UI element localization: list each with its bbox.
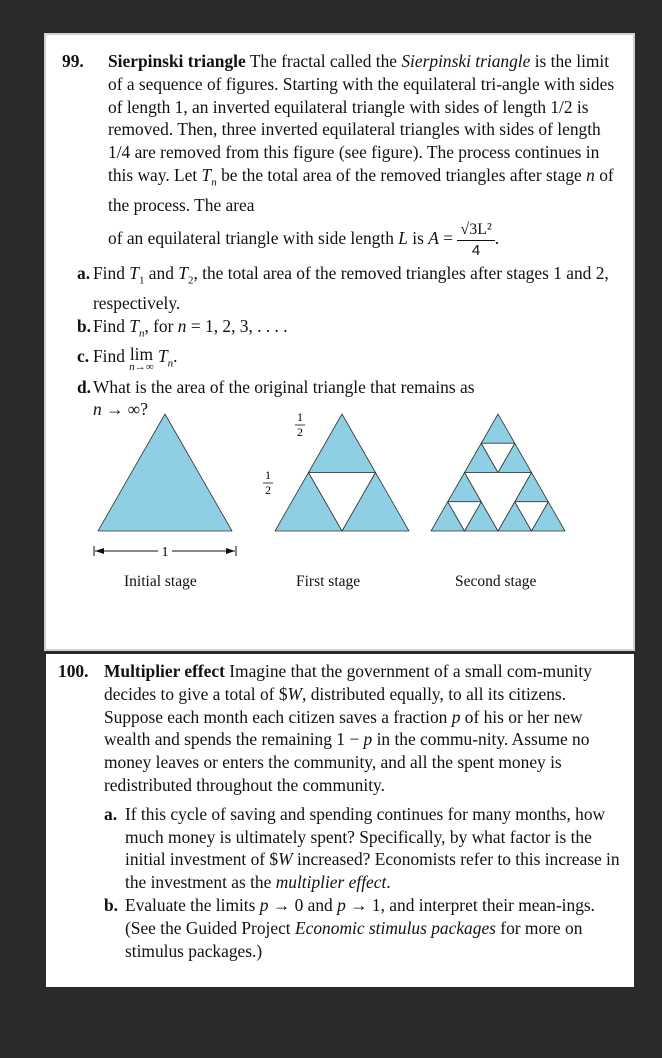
emphasis-term: Economic stimulus packages [295, 917, 496, 938]
part-a [77, 262, 628, 315]
area-formula-line [108, 217, 624, 259]
problem-99-card [44, 33, 635, 651]
part-text: , for [144, 316, 174, 337]
math-var: W [287, 683, 303, 704]
limit-expression [129, 345, 153, 372]
problem-statement [108, 50, 628, 259]
part-text: → 1, and interpret their mean-ings. (See the Guided Project [125, 894, 596, 938]
math-sub: n [167, 357, 174, 370]
part-label: c. [77, 346, 90, 367]
half-label-left [263, 468, 273, 497]
half-label-numerator: 1 [265, 468, 271, 482]
statement-text: Imagine that the government of a small com-munity decides to give a total of $ [104, 661, 592, 704]
part-label: b. [104, 894, 119, 915]
problem-title: Sierpinski triangle [108, 51, 246, 71]
statement-text: of an equilateral triangle with side length [108, 228, 394, 249]
problem-number: 100. [58, 661, 89, 681]
math-var: T [129, 316, 139, 337]
second-stage-triangles [431, 414, 565, 531]
half-label-numerator: 1 [297, 410, 303, 424]
parts-list [62, 262, 628, 421]
math-var: L [398, 228, 408, 249]
part-text: , the total area of the removed triangles after stages 1 and 2, respectively. [93, 263, 609, 314]
part-text: Find [93, 346, 125, 367]
problem-99 [62, 50, 628, 421]
math-var: T [201, 164, 212, 185]
area-fraction [457, 222, 494, 258]
problem-title: Multiplier effect [104, 661, 225, 681]
math-var: p [259, 894, 269, 915]
math-var: T [157, 346, 168, 367]
math-var: p [337, 894, 346, 915]
part-text: = 1, 2, 3, . . . . [190, 316, 288, 337]
fraction-denominator: 4 [471, 242, 481, 260]
problem-100 [58, 660, 626, 962]
half-label-denominator: 2 [265, 483, 271, 497]
math-var: W [278, 849, 293, 870]
initial-stage-triangle [98, 414, 232, 531]
math-var: T [178, 263, 188, 284]
math-var: n [586, 164, 595, 185]
part-b [77, 315, 628, 345]
math-var: A [428, 228, 439, 249]
punctuation: . [494, 228, 500, 249]
statement-text: is [412, 228, 424, 249]
caption-second-stage: Second stage [455, 573, 537, 590]
part-label: a. [77, 263, 91, 284]
shaded-triangle [481, 414, 515, 443]
half-label-denominator: 2 [297, 425, 303, 439]
emphasis-term: multiplier effect [275, 872, 387, 893]
math-sub: 1 [138, 274, 145, 287]
emphasis-term: Sierpinski triangle [401, 51, 531, 71]
sierpinski-figure [46, 405, 637, 605]
part-b [104, 894, 626, 962]
part-text: Find [93, 316, 125, 337]
math-var: p [363, 729, 373, 750]
math-var: T [129, 263, 139, 284]
part-text: increased? Economists refer to this increase in the investment as the [125, 849, 620, 893]
punctuation: . [386, 872, 391, 893]
statement-text: in the commu-nity. Assume no money leaves or enters the community, and all the spent money is redistributed throughout the community. [104, 729, 590, 795]
caption-first-stage: First stage [296, 573, 361, 590]
part-label: a. [104, 803, 118, 824]
statement-text: , distributed equally, to all its citizens. Suppose each month each citizen saves a fraction [104, 683, 567, 727]
side-length-label: 1 [161, 545, 169, 560]
statement-text: of the process. The area [108, 164, 614, 216]
part-text: If this cycle of saving and spending continues for many months, how much money is ultimately spent? Specifically, by what factor is the initial investment of $ [125, 803, 606, 870]
part-text: and [148, 263, 174, 284]
math-var: n [177, 316, 187, 337]
math-sub: n [211, 176, 217, 189]
part-text: What is the area of the original triangle that remains as [93, 376, 475, 397]
statement-text: is the limit of a sequence of figures. Starting with the equilateral tri-angle with sides of length 1, an inverted equilateral triangle with sides of length 1/2 is removed. Then, three inverted equilateral triangles with sides of length 1/4 are removed from this figure (see figure). The process continues in this way. Let [108, 51, 615, 185]
part-text: Find [93, 263, 125, 284]
first-stage-triangles [275, 414, 409, 531]
math-sub: 2 [187, 274, 194, 287]
part-text: for more on stimulus packages.) [125, 917, 583, 961]
problem-100-card [46, 654, 634, 987]
statement-text: The fractal called the [249, 51, 397, 71]
caption-initial-stage: Initial stage [124, 573, 197, 590]
math-sub: n [138, 327, 145, 340]
statement-text: of his or her new wealth and spends the remaining 1 − [104, 706, 583, 750]
part-text: → 0 and [272, 894, 333, 915]
problem-statement [104, 660, 626, 797]
fraction-numerator: √3L² [457, 222, 494, 241]
part-text: Evaluate the limits [125, 894, 256, 915]
statement-text: be the total area of the removed triangles after stage [221, 164, 582, 185]
shaded-triangle [309, 414, 376, 473]
math-var: p [451, 706, 461, 727]
limit-operator: lim [129, 344, 154, 365]
shaded-triangle [98, 414, 232, 531]
half-label-top [295, 410, 305, 439]
punctuation: . [173, 346, 178, 367]
math-op: = [443, 228, 454, 249]
part-c [77, 345, 628, 375]
limit-subscript: n→∞ [129, 361, 154, 374]
part-a [104, 803, 626, 894]
part-label: d. [77, 376, 92, 397]
part-label: b. [77, 316, 92, 337]
math-var: n [93, 399, 102, 420]
problem-number: 99. [62, 51, 84, 71]
part-text: → ∞? [106, 399, 148, 420]
parts-list [58, 803, 626, 963]
